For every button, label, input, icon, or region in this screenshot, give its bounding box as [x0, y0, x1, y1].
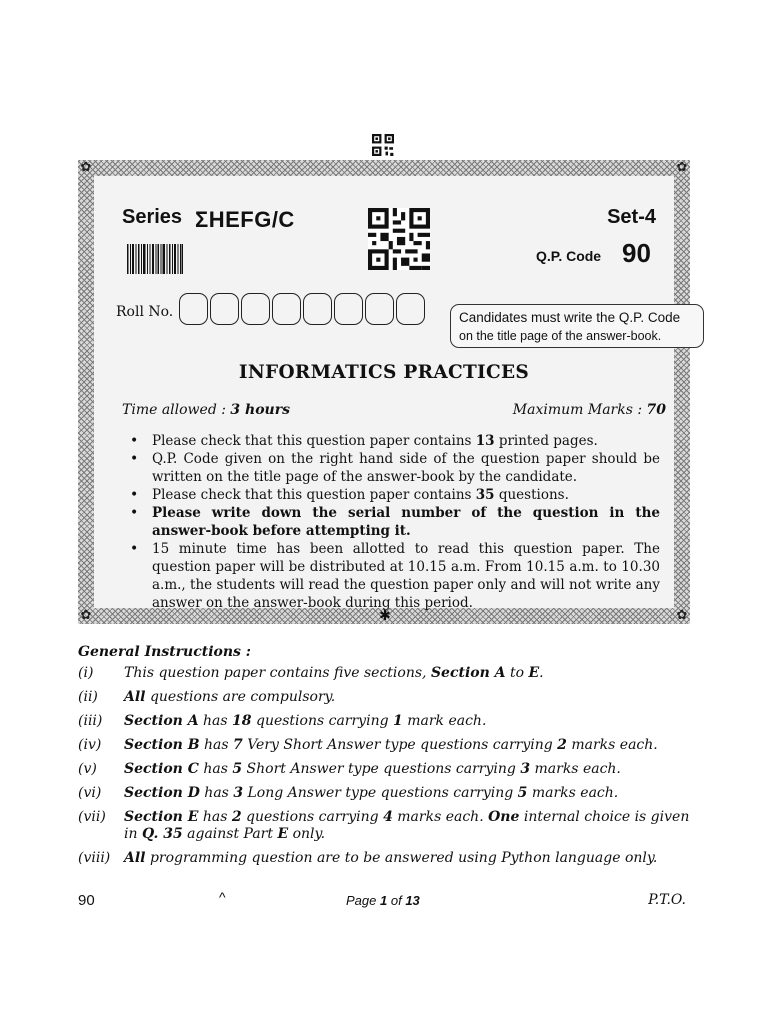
- maximum-marks-value: 70: [646, 402, 666, 418]
- instruction-item: (vii) Section E has 2 questions carrying 4 marks each. One internal choice is given in Q. 35 against Part E only.: [78, 809, 690, 842]
- flower-ornament-icon: ✿: [676, 160, 688, 175]
- subject-title: INFORMATICS PRACTICES: [238, 362, 530, 383]
- instruction-item: (v) Section C has 5 Short Answer type questions carrying 3 marks each.: [78, 761, 621, 777]
- page-number: Page 1 of 13: [346, 893, 420, 908]
- instruction-bullet: • Please write down the serial number of the question in the answer-book before attempting it.: [130, 504, 660, 540]
- asterisk-icon: ✱: [379, 608, 391, 624]
- instruction-item: (iii) Section A has 18 questions carrying 1 mark each.: [78, 713, 487, 729]
- qp-code-value: 90: [622, 238, 651, 268]
- instruction-bullet: • Q.P. Code given on the right hand side of the question paper should be written on the title page of the answer-book by the candidate.: [130, 450, 660, 486]
- instruction-item: (iv) Section B has 7 Very Short Answer type questions carrying 2 marks each.: [78, 737, 658, 753]
- flower-ornament-icon: ✿: [80, 608, 92, 623]
- roll-number-box: [396, 293, 425, 325]
- flower-ornament-icon: ✿: [80, 160, 92, 175]
- roll-number-box: [179, 293, 208, 325]
- series-label: Series: [122, 206, 183, 228]
- footer-qp-code: 90: [78, 892, 95, 909]
- qp-code-notice: [450, 304, 704, 348]
- time-allowed-value: 3 hours: [230, 402, 290, 418]
- set-label: Set-4: [607, 206, 656, 228]
- roll-number-box: [365, 293, 394, 325]
- roll-number-label: Roll No.: [116, 304, 174, 320]
- instruction-item: (viii) All programming question are to be answered using Python language only.: [78, 850, 658, 866]
- cover-frame: [78, 160, 690, 624]
- time-allowed: [122, 402, 290, 418]
- main-qr-code-icon: [368, 208, 430, 270]
- instruction-item: (i) This question paper contains five sections, Section A to E.: [78, 665, 544, 681]
- please-turn-over: P.T.O.: [648, 892, 686, 908]
- roll-number-box: [210, 293, 239, 325]
- general-instructions: [78, 644, 690, 874]
- instruction-item: (ii) All questions are compulsory.: [78, 689, 336, 705]
- maximum-marks: [513, 402, 666, 418]
- general-instructions-title: General Instructions :: [78, 644, 251, 660]
- notice-line-1: Candidates must write the Q.P. Code: [459, 310, 681, 325]
- cover-panel: [94, 176, 681, 611]
- series-code: ΣHEFG/C: [195, 207, 295, 232]
- top-qr-code-icon: [372, 134, 394, 156]
- flower-ornament-icon: ✿: [676, 608, 688, 623]
- roll-number-box: [241, 293, 270, 325]
- barcode-icon: [127, 244, 183, 274]
- instruction-bullet: • Please check that this question paper contains 13 printed pages.: [130, 432, 660, 450]
- roll-number-box: [272, 293, 301, 325]
- roll-number-box: [334, 293, 363, 325]
- instruction-bullet: • Please check that this question paper contains 35 questions.: [130, 486, 660, 504]
- instruction-bullet: • 15 minute time has been allotted to read this question paper. The question paper will be distributed at 10.15 a.m. From 10.15 a.m. to 10.30 a.m., the students will read the question paper only and will not write any answer on the answer-book during this period.: [130, 540, 660, 612]
- notice-line-2: on the title page of the answer-book.: [459, 329, 662, 343]
- maximum-marks-label: Maximum Marks :: [512, 402, 643, 418]
- footer-caret: ^: [219, 889, 226, 905]
- cover-instructions: [130, 432, 660, 612]
- roll-number-box: [303, 293, 332, 325]
- time-allowed-label: Time allowed :: [122, 402, 226, 418]
- roll-number-boxes: [179, 293, 425, 325]
- qp-code-label: Q.P. Code: [536, 248, 602, 264]
- instruction-item: (vi) Section D has 3 Long Answer type questions carrying 5 marks each.: [78, 785, 619, 801]
